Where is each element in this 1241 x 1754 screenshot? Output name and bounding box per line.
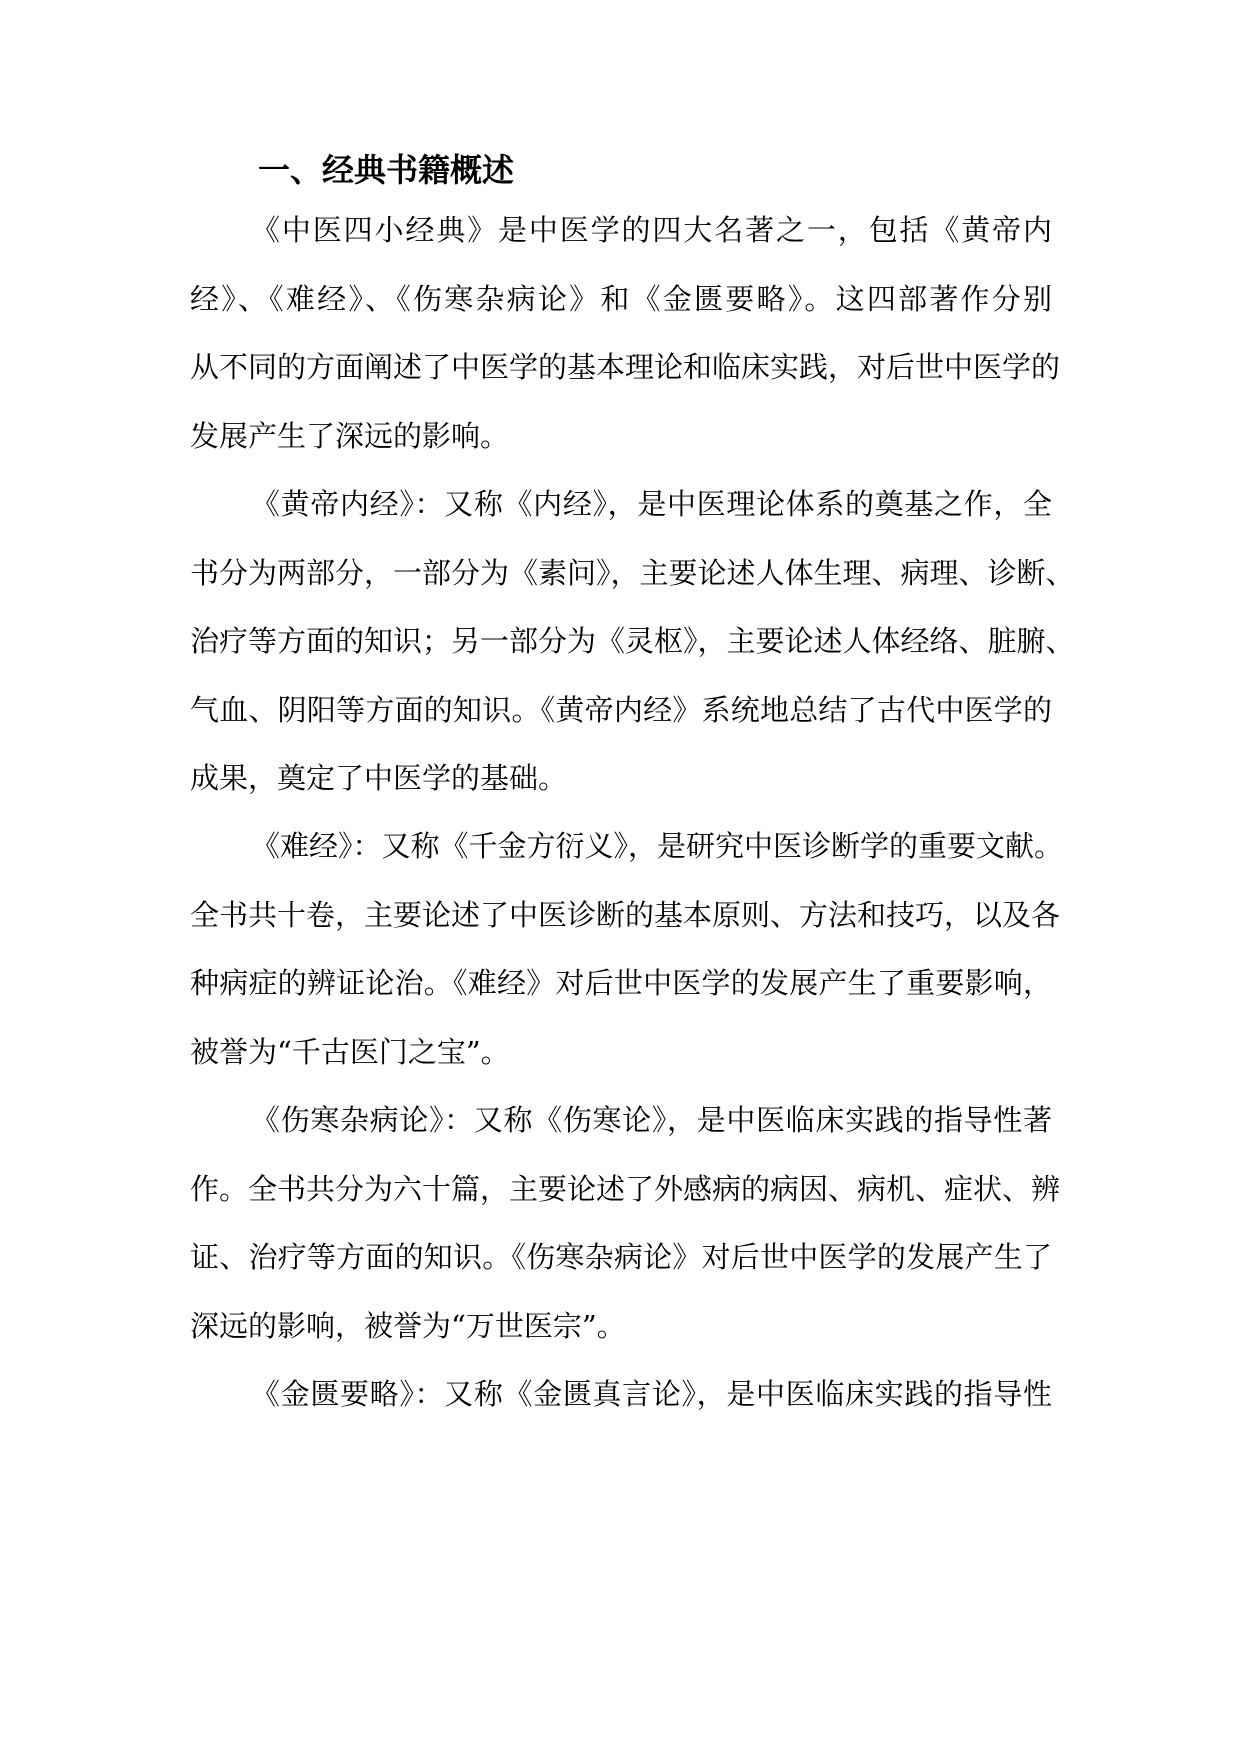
- paragraph-3-line-4: 被誉为“千古医门之宝”。: [190, 1035, 510, 1069]
- paragraph-1-line-4: 发展产生了深远的影响。: [190, 419, 510, 453]
- paragraph-1-line-2: 经》、《难经》、《伤寒杂病论》和《金匮要略》。这四部著作分别: [190, 282, 1052, 316]
- section-heading: 一、经典书籍概述: [258, 151, 515, 189]
- paragraph-3-line-2: 全书共十卷，主要论述了中医诊断的基本原则、方法和技巧，以及各: [190, 898, 1061, 932]
- paragraph-1-line-1: 《中医四小经典》是中医学的四大名著之一，包括《黄帝内: [251, 213, 1052, 247]
- paragraph-4-line-2: 作。全书共分为六十篇，主要论述了外感病的病因、病机、症状、辨: [190, 1172, 1061, 1206]
- paragraph-3-line-3: 种病症的辨证论治。《难经》对后世中医学的发展产生了重要影响，: [190, 966, 1052, 1000]
- paragraph-3-line-1: 《难经》：又称《千金方衍义》，是研究中医诊断学的重要文献。: [251, 829, 1064, 863]
- paragraph-2-line-4: 气血、阴阳等方面的知识。《黄帝内经》系统地总结了古代中医学的: [190, 693, 1052, 727]
- paragraph-2-line-1: 《黄帝内经》：又称《内经》，是中医理论体系的奠基之作，全: [251, 487, 1052, 521]
- paragraph-4-line-1: 《伤寒杂病论》：又称《伤寒论》，是中医临床实践的指导性著: [251, 1103, 1052, 1137]
- paragraph-4-line-3: 证、治疗等方面的知识。《伤寒杂病论》对后世中医学的发展产生了: [190, 1240, 1052, 1274]
- paragraph-2-line-2: 书分为两部分，一部分为《素问》，主要论述人体生理、病理、诊断、: [190, 556, 1075, 590]
- paragraph-2-line-3: 治疗等方面的知识；另一部分为《灵枢》，主要论述人体经络、脏腑、: [190, 624, 1075, 658]
- paragraph-4-line-4: 深远的影响，被誉为“万世医宗”。: [190, 1309, 626, 1343]
- paragraph-2-line-5: 成果，奠定了中医学的基础。: [190, 761, 568, 795]
- paragraph-5-line-1: 《金匮要略》：又称《金匮真言论》，是中医临床实践的指导性: [251, 1377, 1052, 1411]
- paragraph-1-line-3: 从不同的方面阐述了中医学的基本理论和临床实践，对后世中医学的: [190, 350, 1061, 384]
